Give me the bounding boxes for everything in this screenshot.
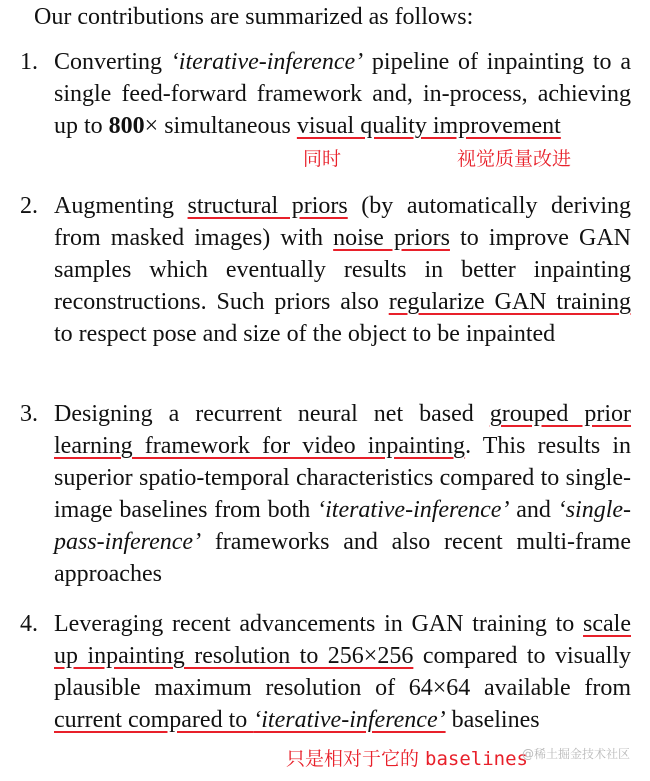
highlight-noise-priors: noise priors: [333, 225, 450, 251]
highlight-current-compared: current compared to ‘iterative-inference’: [54, 707, 446, 733]
contribution-item-1: [20, 46, 632, 186]
item-text: Designing a recurrent neural net based grouped prior learning framework for video inpainting. This results in superior spatio-temporal characteristics compared to single-image baselines from both ‘iterative-inference’ and ‘single-pass-inference’ frameworks and also recent multi-frame approaches: [54, 401, 632, 587]
item-text: Converting ‘iterative-inference’ pipeline of inpainting to a single feed-forward framework and, in-process, achieving up to 800× simultaneous visual quality improvement: [54, 49, 631, 139]
highlight-regularize-gan: regularize GAN training: [388, 289, 632, 315]
item-number: 1.: [20, 49, 38, 75]
watermark: @稀土掘金技术社区: [521, 747, 630, 761]
item-text: Leveraging recent advancements in GAN training to scale up inpainting resolution to 256×256 compared to visually plausible maximum resolution of 64×64 available from current compared to ‘iterative-inference’ baselines: [54, 611, 632, 733]
item-number: 2.: [20, 193, 38, 219]
highlight-visual-quality: visual quality improvement: [296, 113, 561, 139]
highlight-scale-up-resolution: scale up inpainting resolution to 256×256: [54, 611, 631, 669]
highlight-grouped-prior: grouped prior learning framework for video inpainting: [54, 401, 632, 459]
annotation-relative-baselines: 只是相对于它的 baselines: [286, 748, 528, 770]
item-text: Augmenting structural priors (by automatically deriving from masked images) with noise priors to improve GAN samples which eventually results in better inpainting reconstructions. Such priors also regularize GAN training to respect pose and size of the object to be inpainted: [54, 193, 632, 347]
contributions-heading: Our contributions are summarized as follows:: [34, 4, 474, 30]
item-number: 4.: [20, 611, 38, 637]
annotation-simultaneous: 同时: [303, 148, 342, 170]
contribution-item-2: [20, 190, 632, 385]
contribution-item-3: [20, 398, 632, 593]
item-number: 3.: [20, 401, 38, 427]
annotation-visual-quality: 视觉质量改进: [457, 148, 572, 170]
highlight-structural-priors: structural priors: [187, 193, 348, 219]
